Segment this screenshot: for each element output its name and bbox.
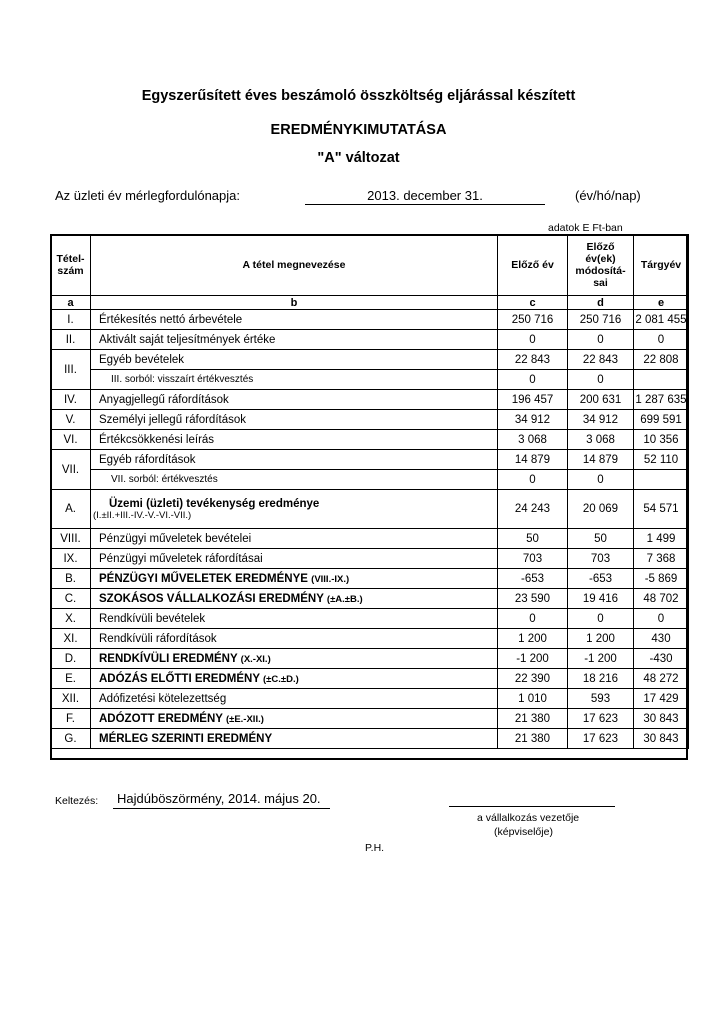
item-name-main: Üzemi (üzleti) tevékenység eredménye — [109, 497, 320, 510]
header-adj-line2: év(ek) — [585, 253, 616, 265]
item-name: MÉRLEG SZERINTI EREDMÉNY — [91, 729, 498, 749]
table-row — [51, 529, 689, 549]
item-code: I. — [51, 310, 91, 330]
table-row — [51, 649, 689, 669]
item-name: Egyéb ráfordítások — [91, 450, 498, 470]
item-name — [91, 569, 498, 589]
adjustment-value: 17 623 — [568, 729, 634, 749]
item-name — [91, 709, 498, 729]
current-year-value: 430 — [634, 629, 689, 649]
item-name — [91, 490, 498, 529]
prior-year-value: 34 912 — [498, 410, 568, 430]
item-code: III. — [51, 350, 91, 390]
adjustment-value: 200 631 — [568, 390, 634, 410]
current-year-value: 0 — [634, 609, 689, 629]
header-current-year: Tárgyév — [634, 235, 689, 296]
item-code: V. — [51, 410, 91, 430]
table-row — [51, 470, 689, 490]
adjustment-value: 0 — [568, 470, 634, 490]
current-year-value: 52 110 — [634, 450, 689, 470]
balance-date-value: 2013. december 31. — [367, 188, 483, 203]
adjustment-value: 0 — [568, 370, 634, 390]
item-code: VIII. — [51, 529, 91, 549]
adjustment-value: 14 879 — [568, 450, 634, 470]
item-name — [91, 669, 498, 689]
prior-year-value: 14 879 — [498, 450, 568, 470]
current-year-value: 1 287 635 — [634, 390, 689, 410]
item-name: Pénzügyi műveletek bevételei — [91, 529, 498, 549]
table-row — [51, 629, 689, 649]
current-year-value: 0 — [634, 330, 689, 350]
header-adj-line3: módosítá- — [575, 265, 626, 277]
adjustment-value: 703 — [568, 549, 634, 569]
report-title-variant: "A" változat — [317, 150, 400, 166]
item-code: VI. — [51, 430, 91, 450]
prior-year-value: 22 843 — [498, 350, 568, 370]
item-code: C. — [51, 589, 91, 609]
adjustment-value: -1 200 — [568, 649, 634, 669]
header-item-number-line2: szám — [57, 265, 84, 277]
table-row — [51, 330, 689, 350]
column-letter: d — [568, 296, 634, 310]
header-adj-line4: sai — [593, 277, 608, 289]
adjustment-value: 250 716 — [568, 310, 634, 330]
table-row — [51, 450, 689, 470]
table-row — [51, 549, 689, 569]
item-name-main: ADÓZOTT EREDMÉNY — [99, 712, 223, 725]
item-code: II. — [51, 330, 91, 350]
stamp-placeholder: P.H. — [365, 842, 385, 854]
signature-label: a vállalkozás vezetője — [477, 812, 580, 824]
adjustment-value: 50 — [568, 529, 634, 549]
item-code: XII. — [51, 689, 91, 709]
adjustment-value: 34 912 — [568, 410, 634, 430]
item-name-main: PÉNZÜGYI MŰVELETEK EREDMÉNYE — [99, 572, 308, 585]
item-formula: (±C.±D.) — [263, 673, 299, 685]
prior-year-value: 21 380 — [498, 729, 568, 749]
prior-year-value: 3 068 — [498, 430, 568, 450]
adjustment-value: 17 623 — [568, 709, 634, 729]
table-row — [51, 370, 689, 390]
adjustment-value: 593 — [568, 689, 634, 709]
item-formula: (I.±II.+III.-IV.-V.-VI.-VII.) — [93, 509, 192, 521]
item-name: Anyagjellegű ráfordítások — [91, 390, 498, 410]
header-item-number — [51, 235, 91, 296]
item-name: III. sorból: visszaírt értékvesztés — [91, 370, 498, 390]
current-year-value: 1 499 — [634, 529, 689, 549]
table-row — [51, 569, 689, 589]
item-name — [91, 589, 498, 609]
prior-year-value: 0 — [498, 470, 568, 490]
adjustment-value: 0 — [568, 609, 634, 629]
column-letter: c — [498, 296, 568, 310]
units-note: adatok E Ft-ban — [548, 222, 623, 234]
prior-year-value: 24 243 — [498, 490, 568, 529]
current-year-value: 30 843 — [634, 729, 689, 749]
table-row — [51, 390, 689, 410]
current-year-value: 17 429 — [634, 689, 689, 709]
table-row — [51, 589, 689, 609]
item-name: Aktivált saját teljesítmények értéke — [91, 330, 498, 350]
prior-year-value: 196 457 — [498, 390, 568, 410]
header-item-name: A tétel megnevezése — [91, 235, 498, 296]
prior-year-value: 1 200 — [498, 629, 568, 649]
current-year-value: -430 — [634, 649, 689, 669]
current-year-value: 699 591 — [634, 410, 689, 430]
adjustment-value: 18 216 — [568, 669, 634, 689]
item-name: Rendkívüli bevételek — [91, 609, 498, 629]
date-underline — [113, 808, 330, 809]
current-year-value: 22 808 — [634, 350, 689, 370]
item-name: Rendkívüli ráfordítások — [91, 629, 498, 649]
table-row — [51, 609, 689, 629]
column-letters-row — [51, 296, 689, 310]
item-code: F. — [51, 709, 91, 729]
item-code: B. — [51, 569, 91, 589]
current-year-value: -5 869 — [634, 569, 689, 589]
item-name: Értékesítés nettó árbevétele — [91, 310, 498, 330]
balance-date-format: (év/hó/nap) — [575, 188, 641, 203]
table-row — [51, 729, 689, 749]
item-name — [91, 649, 498, 669]
table-header-row — [51, 235, 689, 296]
adjustment-value: 0 — [568, 330, 634, 350]
table-row — [51, 350, 689, 370]
current-year-value — [634, 370, 689, 390]
item-code: XI. — [51, 629, 91, 649]
prior-year-value: 0 — [498, 330, 568, 350]
prior-year-value: 250 716 — [498, 310, 568, 330]
item-code: IV. — [51, 390, 91, 410]
income-statement-table — [50, 234, 689, 749]
item-name-main: ADÓZÁS ELŐTTI EREDMÉNY — [99, 672, 260, 685]
adjustment-value: 19 416 — [568, 589, 634, 609]
prior-year-value: 21 380 — [498, 709, 568, 729]
item-name: Adófizetési kötelezettség — [91, 689, 498, 709]
report-title-line1: Egyszerűsített éves beszámoló összköltség eljárással készített — [141, 88, 576, 104]
header-prior-year-adjustments — [568, 235, 634, 296]
current-year-value: 48 272 — [634, 669, 689, 689]
column-letter: a — [51, 296, 91, 310]
report-title-line2: EREDMÉNYKIMUTATÁSA — [270, 122, 447, 138]
table-row — [51, 689, 689, 709]
column-letter: e — [634, 296, 689, 310]
table-row — [51, 709, 689, 729]
prior-year-value: -1 200 — [498, 649, 568, 669]
current-year-value: 48 702 — [634, 589, 689, 609]
item-formula: (±A.±B.) — [326, 593, 363, 605]
current-year-value: 30 843 — [634, 709, 689, 729]
table-row — [51, 410, 689, 430]
item-code: X. — [51, 609, 91, 629]
balance-date-label: Az üzleti év mérlegfordulónapja: — [55, 188, 240, 203]
adjustment-value: -653 — [568, 569, 634, 589]
table-row — [51, 430, 689, 450]
date-value: Hajdúböszörmény, 2014. május 20. — [117, 791, 321, 806]
balance-date-underline — [305, 204, 545, 205]
current-year-value: 7 368 — [634, 549, 689, 569]
adjustment-value: 20 069 — [568, 490, 634, 529]
item-formula: (X.-XI.) — [240, 653, 271, 665]
signature-sublabel: (képviselője) — [494, 826, 553, 838]
prior-year-value: 22 390 — [498, 669, 568, 689]
signature-line — [449, 806, 615, 807]
item-name: Egyéb bevételek — [91, 350, 498, 370]
adjustment-value: 22 843 — [568, 350, 634, 370]
adjustment-value: 3 068 — [568, 430, 634, 450]
header-prior-year: Előző év — [498, 235, 568, 296]
item-formula: (±E.-XII.) — [225, 713, 264, 725]
item-code: E. — [51, 669, 91, 689]
current-year-value: 10 356 — [634, 430, 689, 450]
prior-year-value: 703 — [498, 549, 568, 569]
date-label: Keltezés: — [55, 795, 99, 807]
item-name: VII. sorból: értékvesztés — [91, 470, 498, 490]
item-code: VII. — [51, 450, 91, 490]
current-year-value: 54 571 — [634, 490, 689, 529]
table-row — [51, 310, 689, 330]
adjustment-value: 1 200 — [568, 629, 634, 649]
item-name: Értékcsökkenési leírás — [91, 430, 498, 450]
current-year-value — [634, 470, 689, 490]
header-adj-line1: Előző — [586, 241, 615, 253]
item-name: Pénzügyi műveletek ráfordításai — [91, 549, 498, 569]
header-item-number-line1: Tétel- — [56, 253, 85, 265]
column-letter: b — [91, 296, 498, 310]
item-formula: (VIII.-IX.) — [311, 573, 350, 585]
current-year-value: 2 081 455 — [634, 310, 689, 330]
prior-year-value: 0 — [498, 370, 568, 390]
prior-year-value: -653 — [498, 569, 568, 589]
item-code: D. — [51, 649, 91, 669]
prior-year-value: 1 010 — [498, 689, 568, 709]
table-row — [51, 669, 689, 689]
item-code: IX. — [51, 549, 91, 569]
prior-year-value: 50 — [498, 529, 568, 549]
prior-year-value: 23 590 — [498, 589, 568, 609]
item-name: Személyi jellegű ráfordítások — [91, 410, 498, 430]
item-code: A. — [51, 490, 91, 529]
table-row — [51, 490, 689, 529]
item-code: G. — [51, 729, 91, 749]
item-name-main: RENDKÍVÜLI EREDMÉNY — [99, 652, 238, 665]
item-name-main: SZOKÁSOS VÁLLALKOZÁSI EREDMÉNY — [99, 592, 324, 605]
prior-year-value: 0 — [498, 609, 568, 629]
